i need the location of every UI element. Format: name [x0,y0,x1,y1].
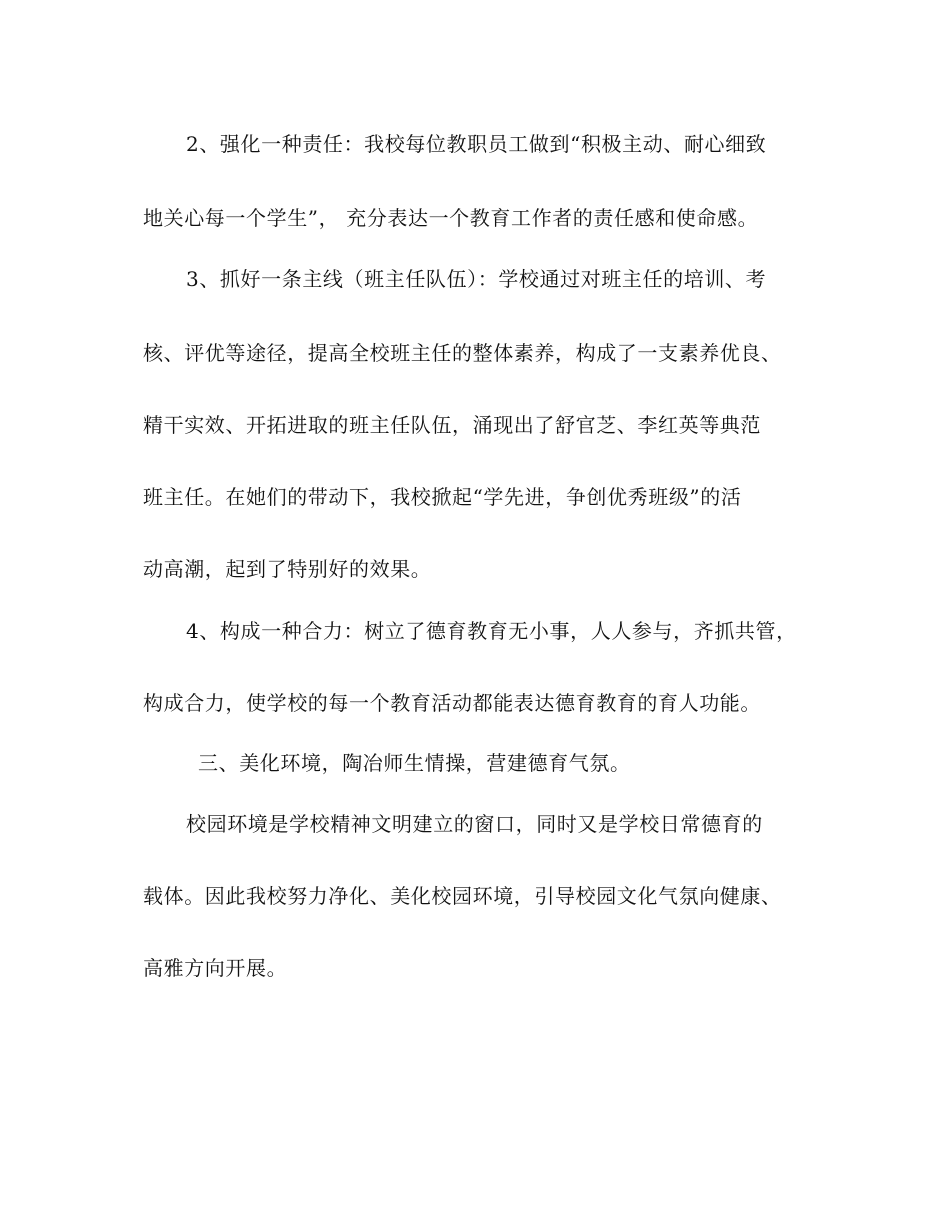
paragraph-line: 构成合力，使学校的每一个教育活动都能表达德育教育的育人功能。 [143,691,761,715]
paragraph-line: 班主任。在她们的带动下，我校掀起“学先进，争创优秀班级”的活 [143,485,742,509]
paragraph-line: 3、抓好一条主线（班主任队伍）：学校通过对班主任的培训、考 [186,267,767,291]
section-heading: 三、美化环境，陶冶师生情操，营建德育气氛。 [198,751,631,775]
paragraph-line: 校园环境是学校精神文明建立的窗口，同时又是学校日常德育的 [186,812,763,836]
paragraph-line: 4、构成一种合力：树立了德育教育无小事，人人参与，齐抓共管， [186,619,797,643]
paragraph-line: 核、评优等途径，提高全校班主任的整体素养，构成了一支素养优良、 [143,341,782,365]
paragraph-line: 动高潮，起到了特别好的效果。 [143,557,432,581]
paragraph-line: 精干实效、开拓进取的班主任队伍，涌现出了舒官芝、李红英等典范 [143,413,761,437]
paragraph-line: 高雅方向开展。 [143,956,288,980]
paragraph-line: 地关心每一个学生”， 充分表达一个教育工作者的责任感和使命感。 [143,206,759,230]
paragraph-line: 2、强化一种责任：我校每位教职员工做到“积极主动、耐心细致 [186,132,767,156]
paragraph-line: 载体。因此我校努力净化、美化校园环境，引导校园文化气氛向健康、 [143,884,782,908]
